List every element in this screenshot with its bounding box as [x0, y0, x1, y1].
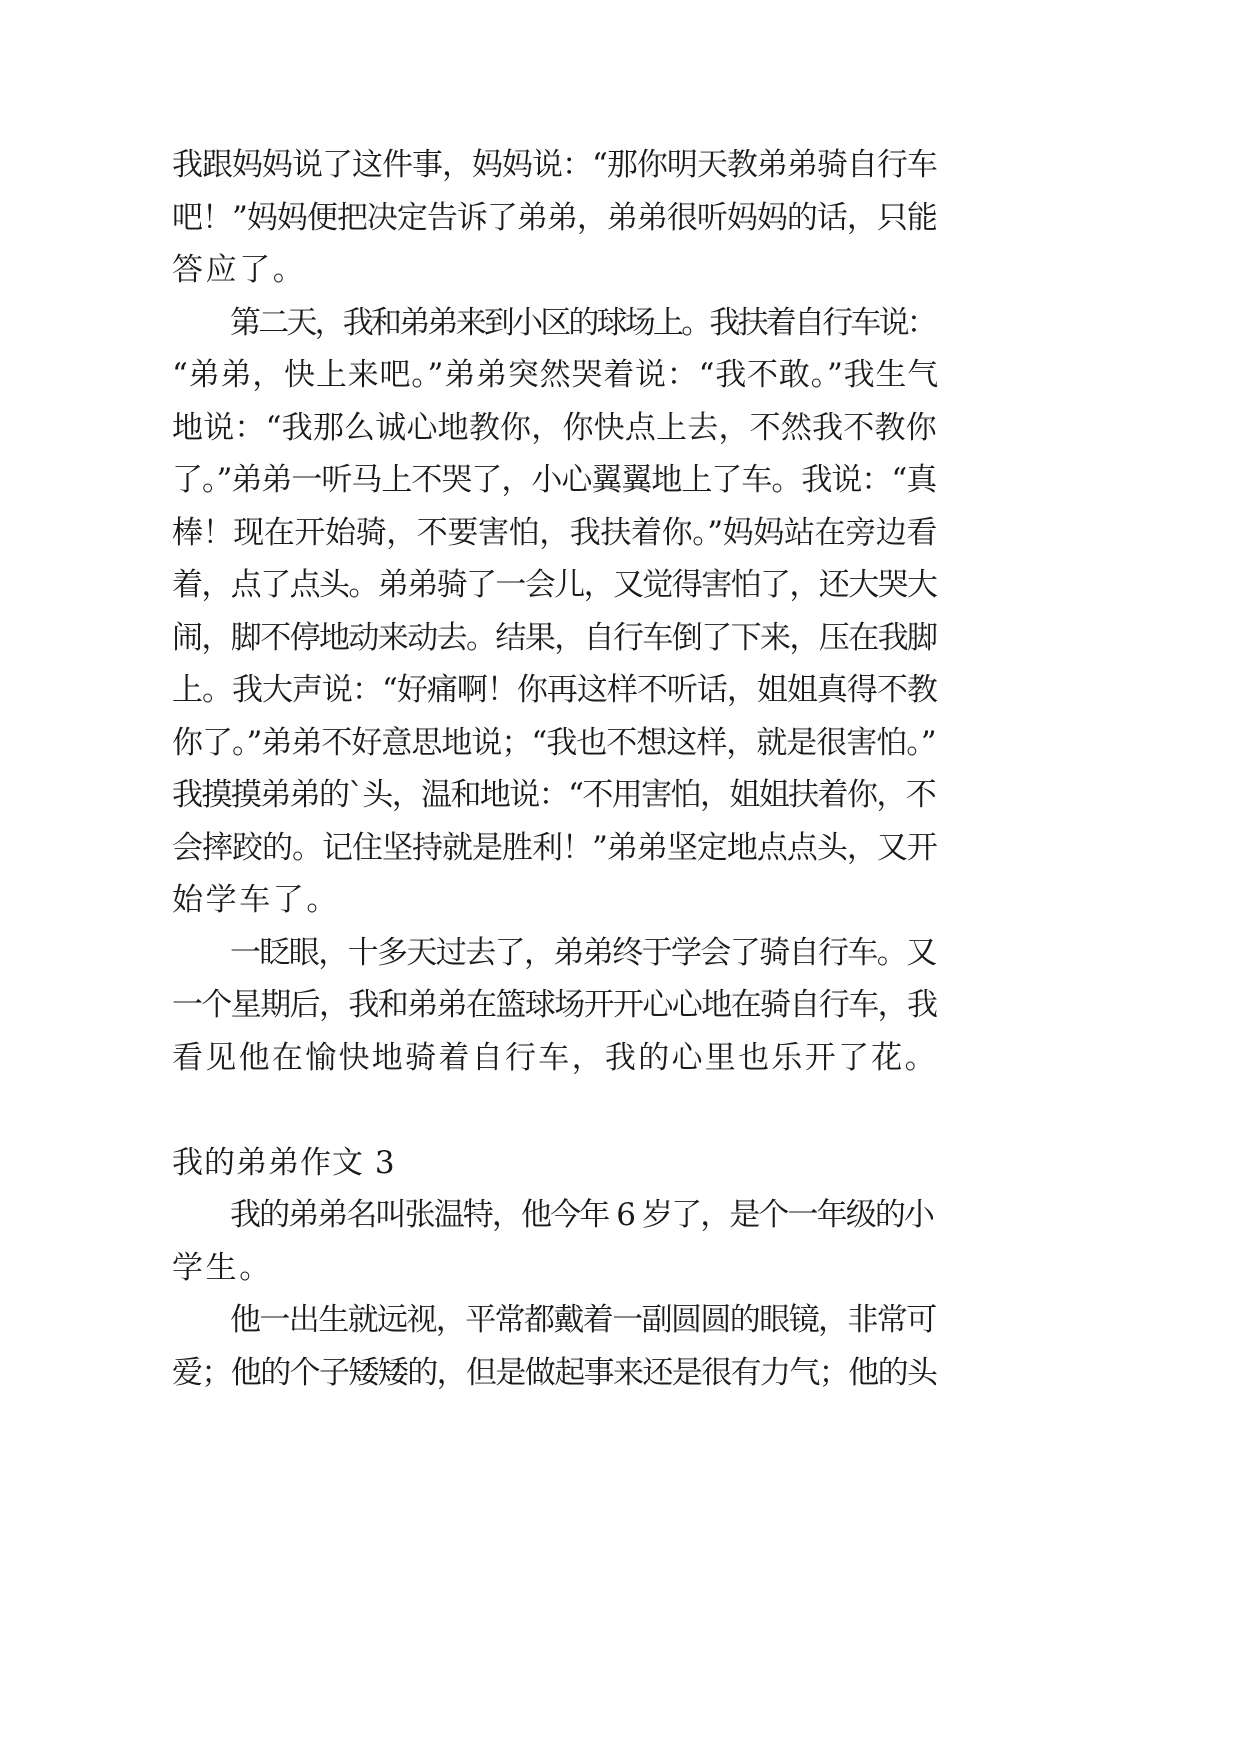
text-line: 第二天，我和弟弟来到小区的球场上。我扶着自行车说：	[230, 305, 935, 341]
text-line: 闹，脚不停地动来动去。结果，自行车倒了下来，压在我脚	[172, 620, 937, 656]
text-line: 吧！”妈妈便把决定告诉了弟弟，弟弟很听妈妈的话，只能	[172, 200, 937, 236]
text-line: 他一出生就远视，平常都戴着一副圆圆的眼镜，非常可	[230, 1302, 936, 1338]
text-line: 一眨眼，十多天过去了，弟弟终于学会了骑自行车。又	[230, 935, 936, 971]
text-line: 一个星期后，我和弟弟在篮球场开开心心地在骑自行车，我	[172, 987, 937, 1023]
text-line: 爱；他的个子矮矮的，但是做起事来还是很有力气；他的头	[172, 1355, 937, 1391]
text-line: “弟弟，快上来吧。”弟弟突然哭着说：“我不敢。”我生气	[172, 357, 939, 393]
text-line: 了。”弟弟一听马上不哭了，小心翼翼地上了车。我说：“真	[172, 462, 937, 498]
text-line: 我摸摸弟弟的`头，温和地说：“不用害怕，姐姐扶着你，不	[172, 777, 936, 813]
text-line: 地说：“我那么诚心地教你，你快点上去，不然我不教你	[172, 410, 937, 446]
text-line: 我的弟弟名叫张温特，他今年 6 岁了，是个一年级的小	[230, 1197, 934, 1233]
text-line: 棒！现在开始骑，不要害怕，我扶着你。”妈妈站在旁边看	[172, 515, 937, 551]
text-line: 看见他在愉快地骑着自行车，我的心里也乐开了花。	[172, 1040, 938, 1076]
text-line: 上。我大声说：“好痛啊！你再这样不听话，姐姐真得不教	[172, 672, 937, 708]
section-title: 我的弟弟作文 3	[172, 1145, 396, 1181]
text-line: 会摔跤的。记住坚持就是胜利！”弟弟坚定地点点头，又开	[172, 830, 937, 866]
text-line: 我跟妈妈说了这件事，妈妈说：“那你明天教弟弟骑自行车	[172, 147, 937, 183]
text-line: 答应了。	[172, 252, 307, 288]
text-line: 学生。	[172, 1250, 273, 1286]
text-line: 始学车了。	[172, 882, 340, 918]
text-line: 你了。”弟弟不好意思地说；“我也不想这样，就是很害怕。”	[172, 725, 936, 761]
text-line: 着，点了点头。弟弟骑了一会儿，又觉得害怕了，还大哭大	[172, 567, 937, 603]
